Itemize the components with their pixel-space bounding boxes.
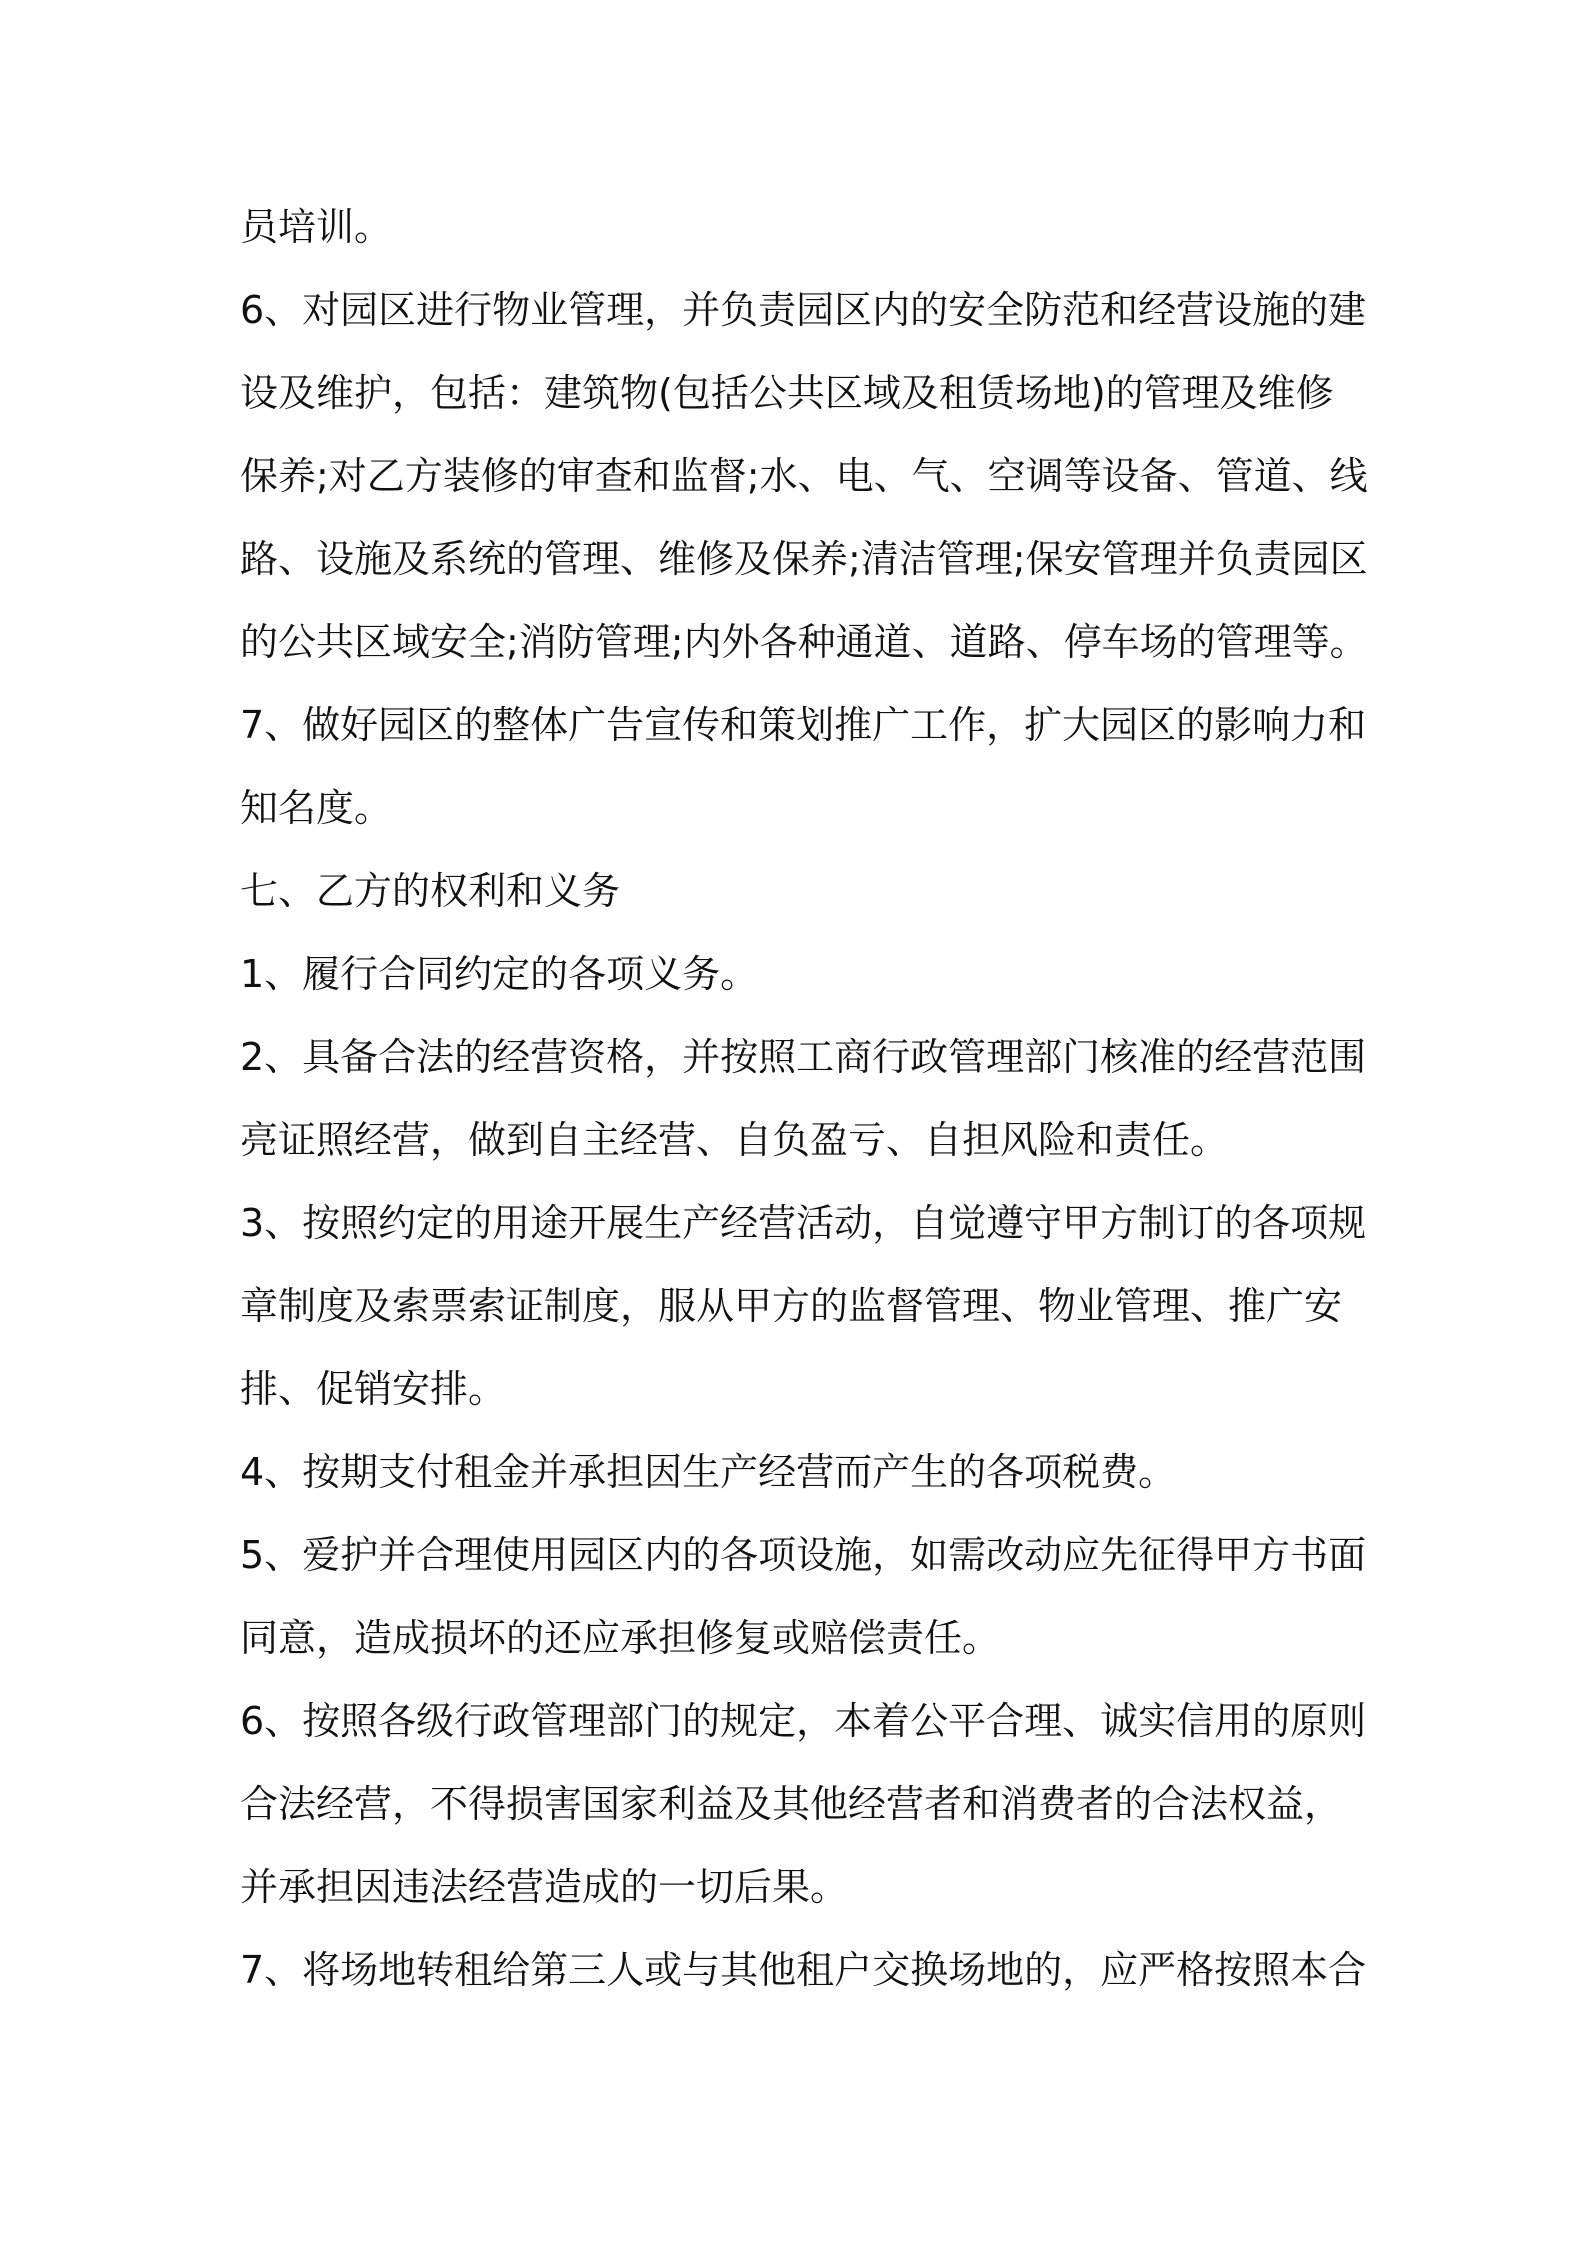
paragraph-facility-care: 5、爱护并合理使用园区内的各项设施，如需改动应先征得甲方书面同意，造成损坏的还应承担修复或赔偿责任。 xyxy=(240,1533,1367,1660)
paragraph-sublease: 7、将场地转租给第三人或与其他租户交换场地的，应严格按照本合 xyxy=(240,1948,1367,1992)
document-body xyxy=(240,186,1370,2012)
paragraph-staff-training-end: 员培训。 xyxy=(240,205,393,249)
paragraph-fulfill-obligations: 1、履行合同约定的各项义务。 xyxy=(240,952,759,996)
paragraph-business-use: 3、按照约定的用途开展生产经营活动，自觉遵守甲方制订的各项规章制度及索票索证制度，服从甲方的监督管理、物业管理、推广安排、促销安排。 xyxy=(240,1201,1367,1411)
paragraph-advertising: 7、做好园区的整体广告宣传和策划推广工作，扩大园区的影响力和知名度。 xyxy=(240,703,1367,830)
paragraph-rent-and-taxes: 4、按期支付租金并承担因生产经营而产生的各项税费。 xyxy=(240,1450,1177,1494)
paragraph-lawful-operation: 6、按照各级行政管理部门的规定，本着公平合理、诚实信用的原则合法经营，不得损害国家利益及其他经营者和消费者的合法权益，并承担因违法经营造成的一切后果。 xyxy=(240,1699,1367,1909)
section-heading-party-b-rights: 七、乙方的权利和义务 xyxy=(240,869,621,913)
paragraph-property-management: 6、对园区进行物业管理，并负责园区内的安全防范和经营设施的建设及维护，包括：建筑物(包括公共区域及租赁场地)的管理及维修保养;对乙方装修的审查和监督;水、电、气、空调等设备、管道、线路、设施及系统的管理、维修及保养;清洁管理;保安管理并负责园区的公共区域安全;消防管理;内外各种通道、道路、停车场的管理等。 xyxy=(240,288,1368,664)
paragraph-legal-qualification: 2、具备合法的经营资格，并按照工商行政管理部门核准的经营范围亮证照经营，做到自主经营、自负盈亏、自担风险和责任。 xyxy=(240,1035,1367,1162)
